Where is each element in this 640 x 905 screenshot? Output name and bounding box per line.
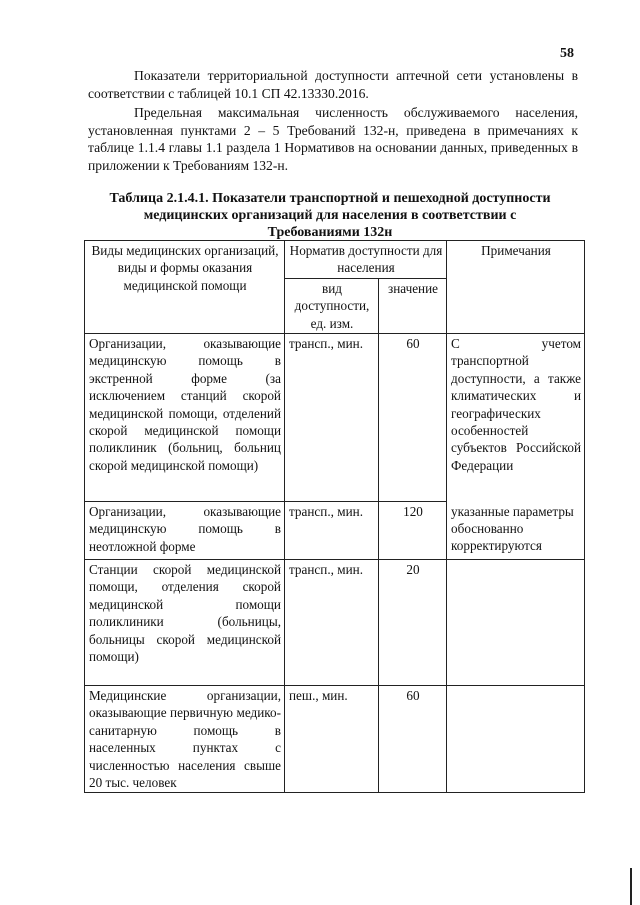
paragraph-accessibility: Показатели территориальной доступности аптечной сети установлены в соответствии с таблицей 10.1 СП 42.13330.2016.: [88, 68, 578, 101]
note-part2: указанные параметры обоснованно корректируются: [447, 502, 585, 560]
row-value: 120: [379, 502, 447, 560]
row-kind: пеш., мин.: [285, 686, 379, 793]
row-kind: трансп., мин.: [285, 334, 379, 502]
table-caption: Таблица 2.1.4.1. Показатели транспортной и пешеходной доступности медицинских организаций для населения в соответствии с Требованиями 132н: [109, 191, 551, 240]
row-kind: трансп., мин.: [285, 502, 379, 560]
table-row: [85, 502, 585, 560]
page-number: 58: [560, 46, 574, 61]
row-value: 60: [379, 334, 447, 502]
row-value: 60: [379, 686, 447, 793]
row-note-empty: [447, 686, 585, 793]
row-type: Станции скорой медицинской помощи, отделения скорой медицинской помощи поликлиники (больницы, больницы скорой медицинской помощи): [85, 560, 285, 686]
header-norm-group: Норматив доступности для населения: [285, 241, 447, 279]
header-org-types: Виды медицинских организаций, виды и формы оказания медицинской помощи: [85, 241, 285, 334]
scan-margin-mark: [630, 868, 632, 905]
row-value: 20: [379, 560, 447, 686]
table-row: [85, 560, 585, 686]
row-type: Медицинские организации, оказывающие первичную медико-санитарную помощь в населенных пунктах с численностью населения свыше 20 тыс. человек: [85, 686, 285, 793]
accessibility-table: [84, 240, 585, 793]
table-row: [85, 334, 585, 502]
header-value: значение: [379, 278, 447, 333]
row-type: Организации, оказывающие медицинскую помощь в экстренной форме (за исключением станций скорой медицинской помощи, отделений скорой медицинской помощи поликлиник (больниц, больниц скорой медицинской помощи): [85, 334, 285, 502]
row-note-empty: [447, 560, 585, 686]
table-row: [85, 686, 585, 793]
note-part1: С учетом транспортной доступности, а также климатических и географических особенностей субъектов Российской Федерации: [447, 334, 585, 502]
header-notes: Примечания: [447, 241, 585, 334]
header-access-kind: вид доступности, ед. изм.: [285, 278, 379, 333]
row-kind: трансп., мин.: [285, 560, 379, 686]
row-type: Организации, оказывающие медицинскую помощь в неотложной форме: [85, 502, 285, 560]
paragraph-population: Предельная максимальная численность обслуживаемого населения, установленная пунктами 2 – 5 Требований 132-н, приведена в примечаниях к таблице 1.1.4 главы 1.1 раздела 1 Нормативов на основании данных, приведенных в приложении к Требованиям 132-н.: [88, 105, 578, 173]
